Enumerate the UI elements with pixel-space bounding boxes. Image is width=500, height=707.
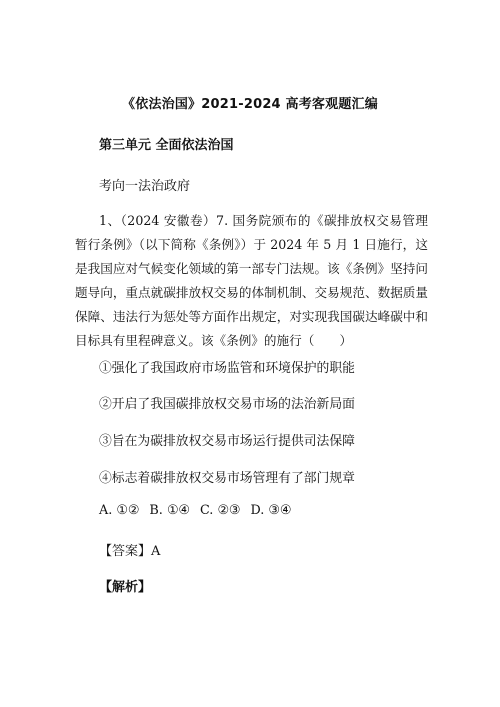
- option-3: ③旨在为碳排放权交易市场运行提供司法保障: [99, 434, 355, 449]
- answer-choices: [99, 503, 297, 518]
- answer-line: 【答案】A: [99, 544, 161, 559]
- unit-heading: 第三单元 全面依法治国: [99, 138, 234, 153]
- choice-d: D. ③④: [250, 503, 292, 518]
- option-1: ①强化了我国政府市场监管和环境保护的职能: [99, 361, 355, 376]
- choice-b: B. ①④: [149, 503, 190, 518]
- choice-a: A. ①②: [99, 503, 140, 518]
- option-4: ④标志着碳排放权交易市场管理有了部门规章: [99, 471, 355, 486]
- topic-heading: 考向一法治政府: [99, 179, 191, 194]
- question-text: 1、（2024 安徽卷）7. 国务院颁布的《碳排放权交易管理暂行条例》（以下简称《条例》）于 2024 年 5 月 1 日施行，这是我国应对气候变化领域的第一部专门法规。该《条例》坚持问题导向，重点就碳排放权交易的体制机制、交易规范、数据质量保障、违法行为惩处等方面作出规定，对实现我国碳达峰碳中和目标具有里程碑意义。该《条例》的施行（ ）: [75, 213, 428, 348]
- choice-c: C. ②③: [199, 503, 241, 518]
- analysis-heading: 【解析】: [99, 580, 152, 595]
- document-title: 《依法治国》2021-2024 高考客观题汇编: [122, 97, 378, 112]
- option-2: ②开启了我国碳排放权交易市场的法治新局面: [99, 397, 355, 412]
